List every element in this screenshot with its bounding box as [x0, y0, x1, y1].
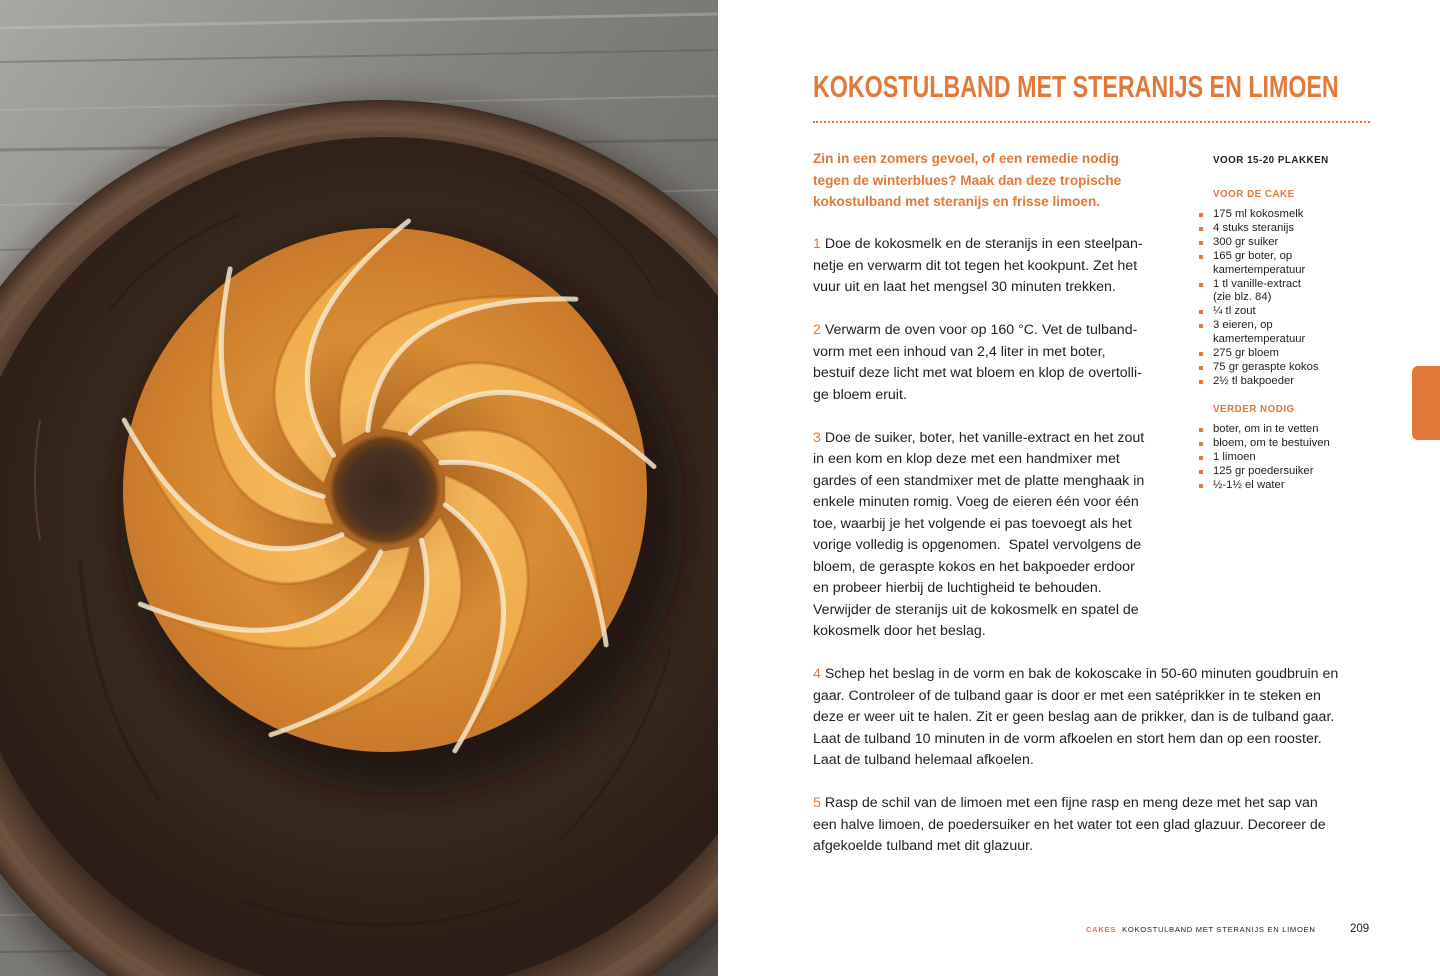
ingredient-item: bloem, om te bestuiven [1199, 437, 1399, 451]
step-text: Rasp de schil van de limoen met een fijne rasp en meng deze met het sap van een halve limoen, de poedersuiker en het water tot een glad glazuur. Decoreer de afgekoelde tulband met dit glazuur. [813, 795, 1326, 854]
recipe-intro: Zin in een zomers gevoel, of een remedie nodig tegen de winterblues? Maak dan deze tropische kokostulband met steranijs en frisse limoen. [813, 151, 1122, 209]
ingredient-list [1199, 423, 1399, 493]
list-bullet [1199, 283, 1203, 287]
list-bullet [1199, 456, 1203, 460]
running-footer [1086, 925, 1316, 935]
ingredient-item: 275 gr bloem [1199, 347, 1399, 361]
recipe-title: KOKOSTULBAND MET STERANIJS EN LIMOEN [813, 69, 1339, 104]
step-number: 3 [813, 429, 821, 446]
ingredient-item: 3 eieren, op kamertemperatuur [1199, 319, 1399, 347]
list-bullet [1199, 324, 1203, 328]
chapter-thumb-tab [1412, 366, 1440, 440]
ingredient-item: 4 stuks steranijs [1199, 222, 1399, 236]
ingredient-item: 125 gr poedersuiker [1199, 465, 1399, 479]
ingredient-item: 2½ tl bakpoeder [1199, 375, 1399, 389]
ingredient-item: 1 tl vanille-extract (zie blz. 84) [1199, 278, 1399, 306]
ingredient-item: ½-1½ el water [1199, 479, 1399, 493]
step-number: 5 [813, 795, 821, 811]
list-bullet [1199, 255, 1203, 259]
list-bullet [1199, 484, 1203, 488]
list-bullet [1199, 213, 1203, 217]
dotted-divider [813, 121, 1370, 123]
list-bullet [1199, 380, 1203, 384]
ingredient-item: 175 ml kokosmelk [1199, 208, 1399, 222]
list-bullet [1199, 428, 1203, 432]
step-text: Schep het beslag in de vorm en bak de kokoscake in 50-60 minuten goudbruin en gaar. Controleer of de tulband gaar is door er met een satéprikker in te steken en deze er weer uit te halen. Zit er geen beslag aan de prikker, dan is de tulband gaar. Laat de tulband 10 minuten in de vorm afkoelen en stort hem dan op een rooster. Laat de tulband helemaal afkoelen. [813, 666, 1339, 768]
ingredient-group-heading: VERDER NODIG [1213, 404, 1295, 416]
step-text: Doe de kokosmelk en de steranijs in een steelpan- netje en verwarm dit tot tegen het kookpunt. Zet het vuur uit en laat het mengsel 30 minuten trekken. [813, 236, 1143, 295]
list-bullet [1199, 310, 1203, 314]
cake-photo [0, 0, 718, 976]
list-bullet [1199, 366, 1203, 370]
footer-title: KOKOSTULBAND MET STERANIJS EN LIMOEN [1122, 925, 1316, 934]
step-text: Verwarm de oven voor op 160 °C. Vet de tulband- vorm met een inhoud van 2,4 liter in met boter, bestuif deze licht met wat bloem en klop de overtolli- ge bloem eruit. [813, 322, 1142, 403]
list-bullet [1199, 470, 1203, 474]
ingredient-list [1199, 208, 1399, 389]
footer-section: CAKES [1086, 925, 1117, 934]
list-bullet [1199, 442, 1203, 446]
step-4 [813, 664, 1413, 772]
step-number: 2 [813, 322, 821, 338]
ingredient-item: 75 gr geraspte kokos [1199, 361, 1399, 375]
cake-photo-image [0, 0, 718, 976]
cake-hole [329, 434, 441, 546]
recipe-title-wrap [813, 69, 1383, 109]
step-number: 4 [813, 666, 821, 682]
ingredient-item: 300 gr suiker [1199, 236, 1399, 250]
ingredient-group-heading: VOOR DE CAKE [1213, 189, 1295, 200]
ingredient-item: ¼ tl zout [1199, 305, 1399, 319]
ingredient-item: boter, om in te vetten [1199, 423, 1399, 437]
list-bullet [1199, 352, 1203, 356]
step-text: Doe de suiker, boter, het vanille-extract en het zout in een kom en klop deze met een handmixer met gardes of een standmixer met de platte menghaak in enkele minuten romig. Voeg de eieren één voor één toe, waarbij je het volgende ei pas toevoegt als het vorige volledig is opgenomen. Spatel vervolgens de bloem, de geraspte kokos en het bakpoeder erdoor en probeer hierbij de luchtigheid te behouden. Verwijder de steranijs uit de kokosmelk en spatel de kokosmelk door het beslag. [813, 429, 1145, 639]
ingredient-item: 165 gr boter, op kamertemperatuur [1199, 250, 1399, 278]
recipe-yield: VOOR 15-20 PLAKKEN [1213, 155, 1329, 166]
page-number: 209 [1350, 923, 1370, 935]
ingredient-item: 1 limoen [1199, 451, 1399, 465]
step-5 [813, 793, 1413, 858]
list-bullet [1199, 227, 1203, 231]
list-bullet [1199, 241, 1203, 245]
ingredients-panel [1199, 154, 1399, 493]
step-number: 1 [813, 236, 821, 252]
